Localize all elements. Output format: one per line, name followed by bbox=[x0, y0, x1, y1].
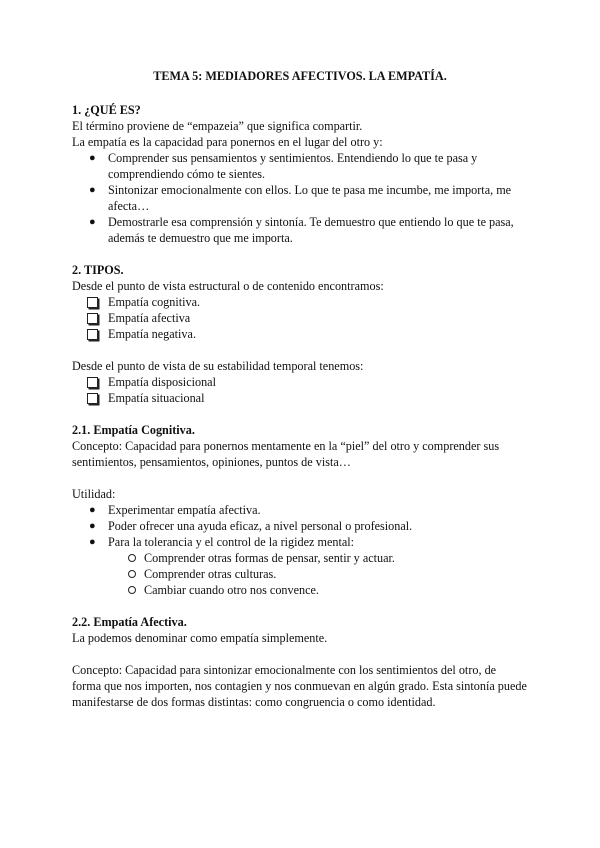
list-item: Empatía situacional bbox=[72, 390, 528, 406]
checkbox-icon bbox=[87, 329, 98, 340]
bullet-list bbox=[72, 502, 528, 550]
list-item: Comprender otras formas de pensar, sentir y actuar. bbox=[72, 550, 528, 566]
section-heading-tipos: 2. TIPOS. bbox=[72, 263, 124, 277]
checkbox-icon bbox=[87, 313, 98, 324]
list-item: Empatía negativa. bbox=[72, 326, 528, 342]
section-heading-que-es: 1. ¿QUÉ ES? bbox=[72, 103, 141, 117]
list-item: Empatía cognitiva. bbox=[72, 294, 528, 310]
document-title: TEMA 5: MEDIADORES AFECTIVOS. LA EMPATÍA. bbox=[153, 69, 447, 83]
list-item: Empatía afectiva bbox=[72, 310, 528, 326]
paragraph: La podemos denominar como empatía simplemente. bbox=[72, 631, 328, 645]
bullet-icon: ● bbox=[89, 216, 96, 228]
list-item: Cambiar cuando otro nos convence. bbox=[72, 582, 528, 598]
list-item: ● Comprender sus pensamientos y sentimientos. Entendiendo lo que te pasa y comprendiendo cómo te sientes. bbox=[89, 151, 478, 181]
bullet-icon: ● bbox=[89, 504, 96, 516]
circle-bullet-icon bbox=[128, 554, 136, 562]
list-item: ● Demostrarle esa comprensión y sintonía. Te demuestro que entiendo lo que te pasa, además te demuestro que me importa. bbox=[89, 215, 514, 245]
circle-bullet-icon bbox=[128, 586, 136, 594]
bullet-icon: ● bbox=[89, 152, 96, 164]
checkbox-icon bbox=[87, 297, 98, 308]
list-item: Empatía disposicional bbox=[72, 374, 528, 390]
list-item: ● Para la tolerancia y el control de la rigidez mental: bbox=[89, 535, 355, 549]
circle-bullet-icon bbox=[128, 570, 136, 578]
sub-bullet-list bbox=[72, 550, 528, 598]
checkbox-list bbox=[72, 374, 528, 406]
bullet-icon: ● bbox=[89, 520, 96, 532]
paragraph: El término proviene de “empazeia” que significa compartir. bbox=[72, 119, 363, 133]
list-item: Comprender otras culturas. bbox=[72, 566, 528, 582]
list-item: ● Poder ofrecer una ayuda eficaz, a nivel personal o profesional. bbox=[89, 519, 413, 533]
paragraph: Utilidad: bbox=[72, 487, 116, 501]
paragraph: Desde el punto de vista de su estabilidad temporal tenemos: bbox=[72, 359, 364, 373]
paragraph: La empatía es la capacidad para ponernos en el lugar del otro y: bbox=[72, 135, 383, 149]
document-page bbox=[72, 68, 528, 710]
paragraph: Concepto: Capacidad para ponernos mentamente en la “piel” del otro y comprender sus sentimientos, pensamientos, opiniones, puntos de vista… bbox=[72, 439, 500, 469]
checkbox-icon bbox=[87, 377, 98, 388]
checkbox-list bbox=[72, 294, 528, 342]
section-heading-empatia-afectiva: 2.2. Empatía Afectiva. bbox=[72, 615, 187, 629]
paragraph: Desde el punto de vista estructural o de contenido encontramos: bbox=[72, 279, 384, 293]
bullet-icon: ● bbox=[89, 536, 96, 548]
bullet-icon: ● bbox=[89, 184, 96, 196]
paragraph: Concepto: Capacidad para sintonizar emocionalmente con los sentimientos del otro, de forma que nos importen, nos contagien y nos conmuevan en algún grado. Esta sintonía puede manifestarse de dos formas distintas: como congruencia o como identidad. bbox=[72, 663, 527, 709]
section-heading-empatia-cognitiva: 2.1. Empatía Cognitiva. bbox=[72, 423, 195, 437]
list-item: ● Experimentar empatía afectiva. bbox=[89, 503, 261, 517]
bullet-list bbox=[72, 150, 528, 246]
checkbox-icon bbox=[87, 393, 98, 404]
list-item: ● Sintonizar emocionalmente con ellos. Lo que te pasa me incumbe, me importa, me afecta… bbox=[89, 183, 512, 213]
